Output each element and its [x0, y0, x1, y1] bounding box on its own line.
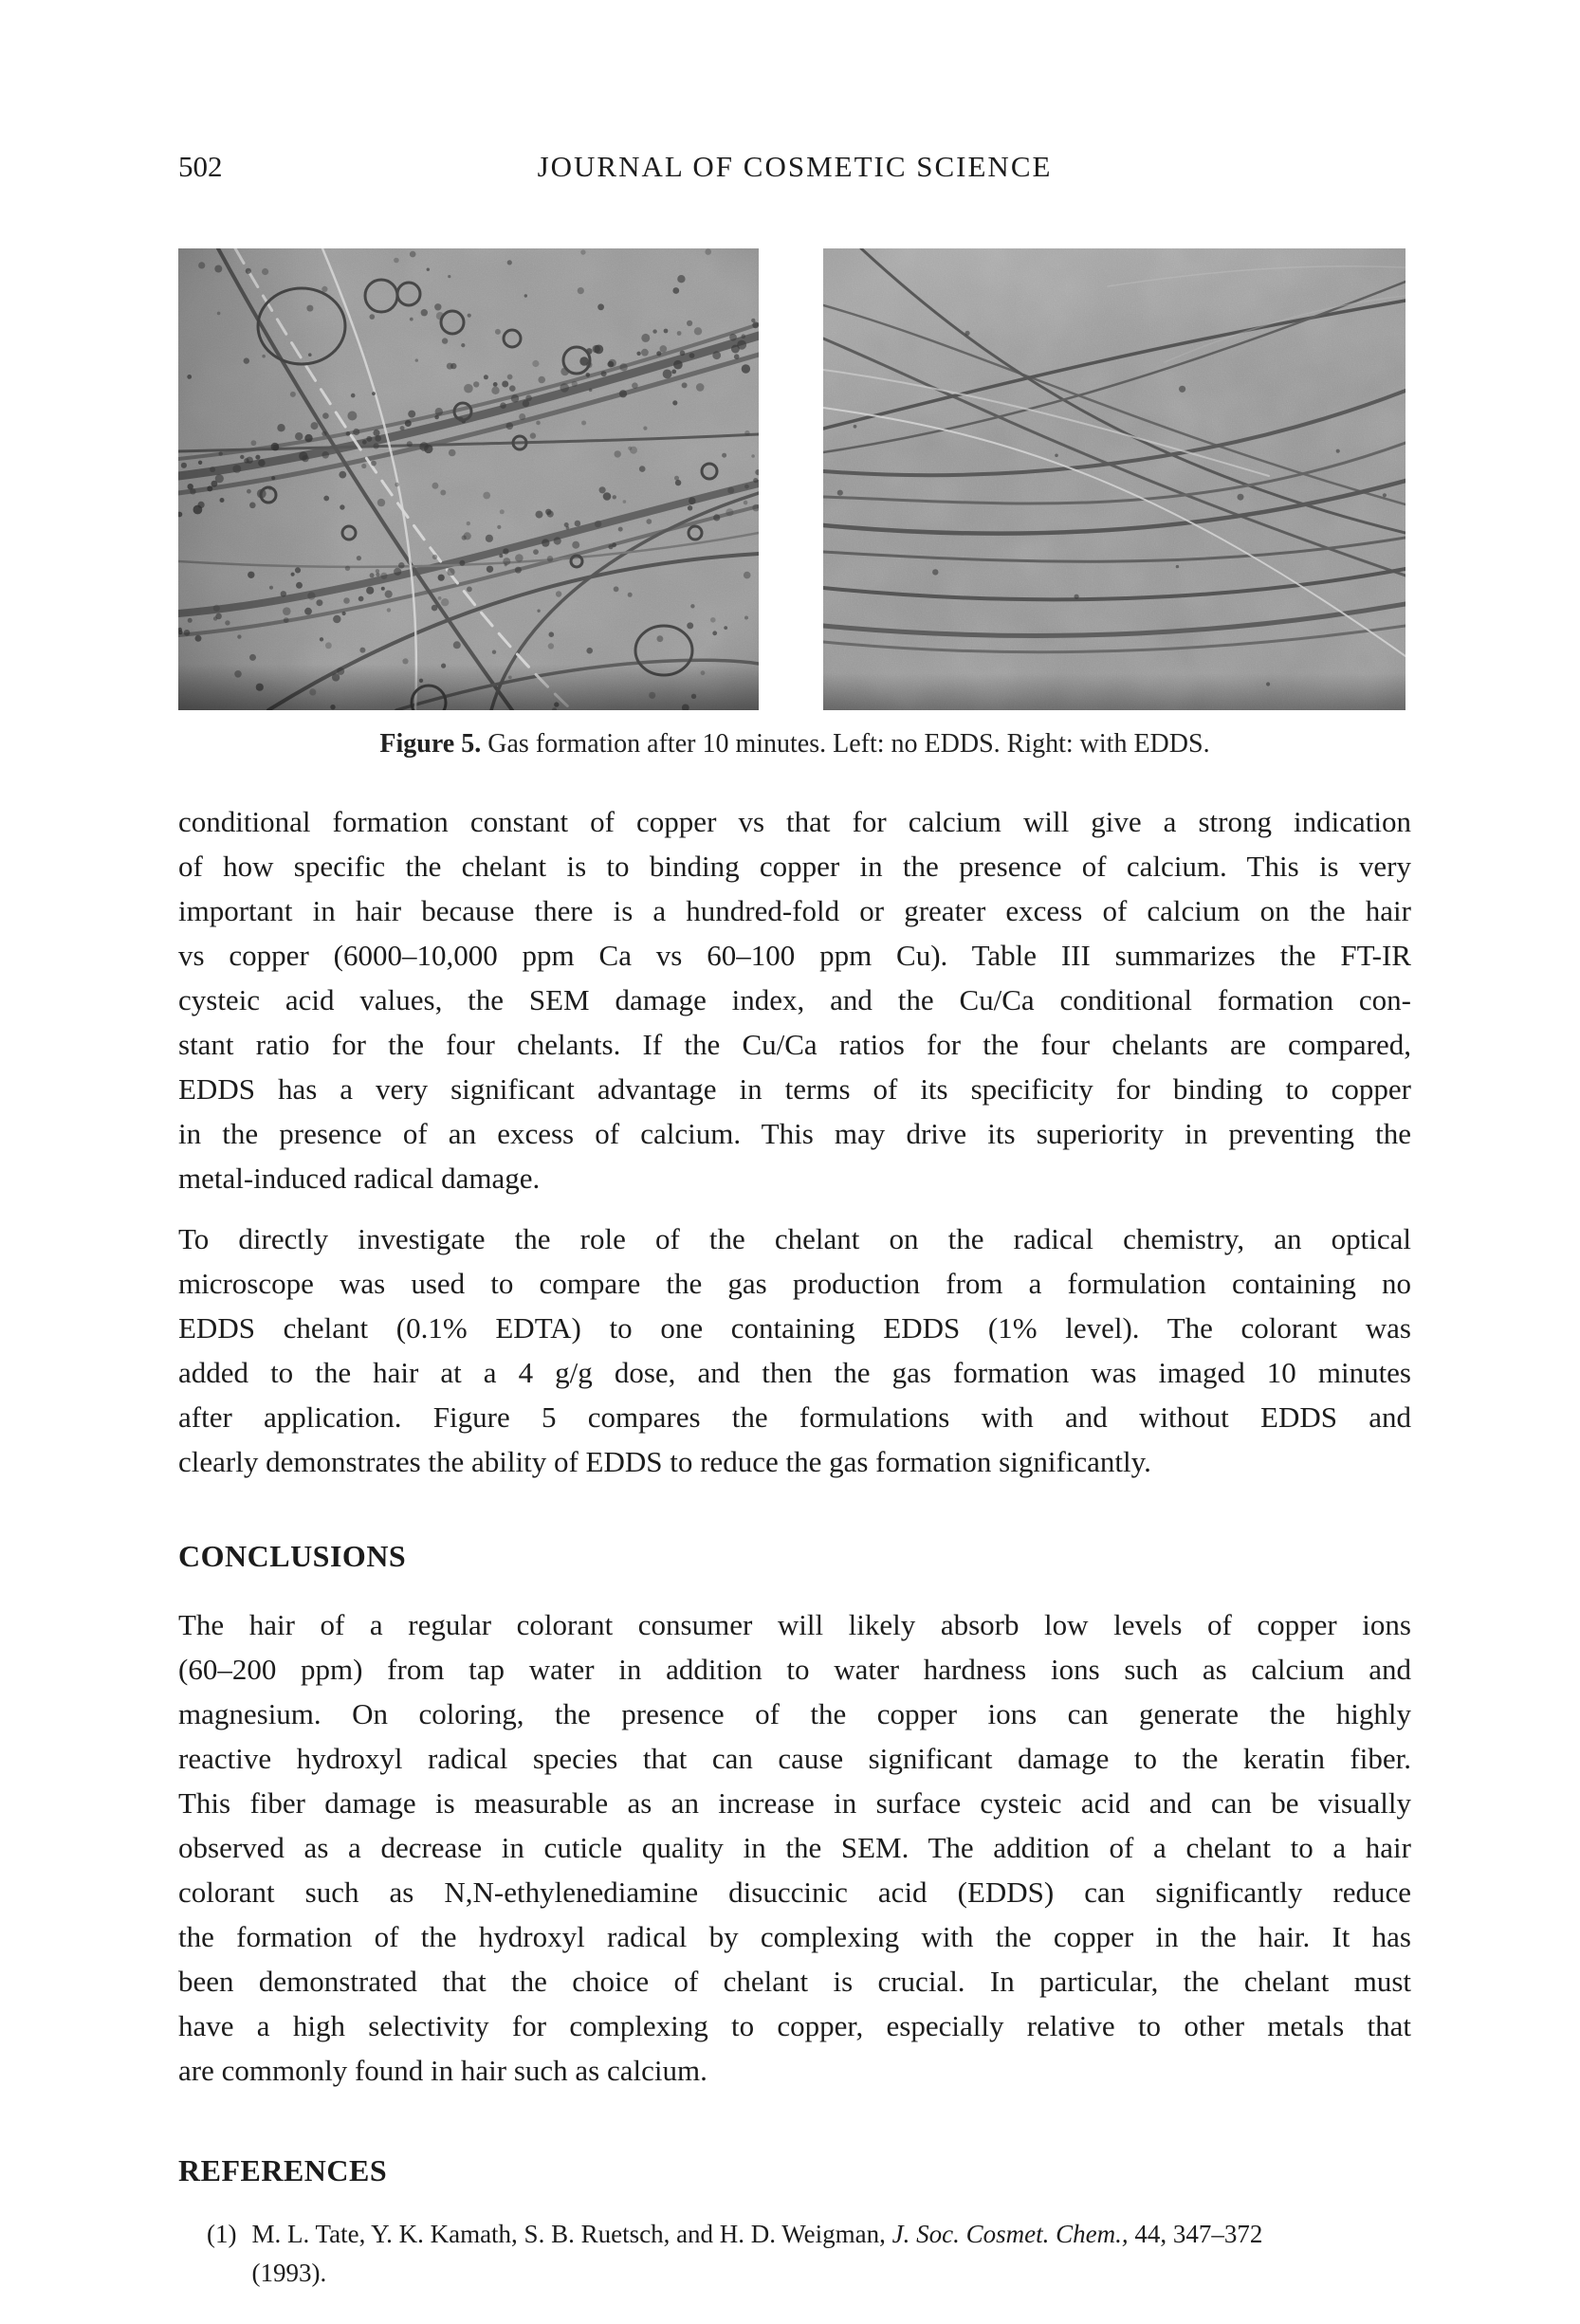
body-line: cysteic acid values, the SEM damage index, and the Cu/Ca conditional formation con-	[178, 983, 1411, 1016]
body-line: added to the hair at a 4 g/g dose, and then the gas formation was imaged 10 minutes	[178, 1356, 1411, 1389]
reference-journal: J. Soc. Cosmet. Chem.,	[891, 2220, 1135, 2248]
body-line: vs copper (6000–10,000 ppm Ca vs 60–100 ppm Cu). Table III summarizes the FT-IR	[178, 939, 1411, 972]
reference-authors: M. L. Tate, Y. K. Kamath, S. B. Ruetsch, and H. D. Weigman,	[251, 2220, 892, 2248]
body-line: EDDS has a very significant advantage in terms of its specificity for binding to copper	[178, 1072, 1411, 1106]
figure-caption	[178, 729, 1411, 759]
figure-caption-text: Gas formation after 10 minutes. Left: no EDDS. Right: with EDDS.	[481, 729, 1210, 759]
body-line: (60–200 ppm) from tap water in addition to water hardness ions such as calcium and	[178, 1653, 1411, 1686]
body-line: To directly investigate the role of the chelant on the radical chemistry, an optical	[178, 1222, 1411, 1255]
references-heading: REFERENCES	[178, 2153, 388, 2187]
body-line: in the presence of an excess of calcium. This may drive its superiority in preventing the	[178, 1117, 1411, 1150]
body-line: microscope was used to compare the gas production from a formulation containing no	[178, 1267, 1411, 1300]
page-content	[178, 150, 1411, 2293]
reference-year: (1993).	[251, 2259, 327, 2287]
body-line: observed as a decrease in cuticle quality in the SEM. The addition of a chelant to a hair	[178, 1831, 1411, 1864]
reference-pages: 347–372	[1172, 2220, 1263, 2248]
body-line: magnesium. On coloring, the presence of the copper ions can generate the highly	[178, 1697, 1411, 1730]
body-line: EDDS chelant (0.1% EDTA) to one containing EDDS (1% level). The colorant was	[178, 1311, 1411, 1345]
body-line: conditional formation constant of copper vs that for calcium will give a strong indication	[178, 805, 1411, 838]
body-line: important in hair because there is a hundred-fold or greater excess of calcium on the hair	[178, 894, 1411, 927]
page-number: 502	[178, 150, 223, 183]
body-line: been demonstrated that the choice of chelant is crucial. In particular, the chelant must	[178, 1965, 1411, 1998]
journal-running-title: JOURNAL OF COSMETIC SCIENCE	[537, 150, 1053, 183]
paragraph-2	[178, 1217, 1411, 1484]
figure-5	[178, 248, 1411, 710]
micrograph-with-edds	[823, 248, 1405, 710]
figure-caption-label: Figure 5.	[379, 729, 482, 759]
body-line: metal-induced radical damage.	[178, 1162, 541, 1195]
reference-citation	[251, 2220, 1262, 2248]
reference-body	[251, 2215, 1411, 2293]
body-line: colorant such as N,N-ethylenediamine disuccinic acid (EDDS) can significantly reduce	[178, 1876, 1411, 1909]
body-line: after application. Figure 5 compares the formulations with and without EDDS and	[178, 1400, 1411, 1434]
body-line: the formation of the hydroxyl radical by complexing with the copper in the hair. It has	[178, 1920, 1411, 1953]
paragraph-1	[178, 799, 1411, 1200]
conclusions-paragraph	[178, 1602, 1411, 2093]
micrograph-no-edds	[178, 248, 759, 710]
reference-volume: 44,	[1134, 2220, 1173, 2248]
body-line: The hair of a regular colorant consumer will likely absorb low levels of copper ions	[178, 1608, 1411, 1641]
body-line: clearly demonstrates the ability of EDDS to reduce the gas formation significantly.	[178, 1445, 1151, 1478]
running-head	[178, 150, 1411, 190]
reference-item	[207, 2215, 1411, 2293]
body-line: have a high selectivity for complexing to copper, especially relative to other metals that	[178, 2009, 1411, 2042]
body-line: stant ratio for the four chelants. If the Cu/Ca ratios for the four chelants are compared,	[178, 1028, 1411, 1061]
body-line: are commonly found in hair such as calcium.	[178, 2054, 707, 2087]
reference-number: (1)	[207, 2220, 237, 2248]
body-line: of how specific the chelant is to binding copper in the presence of calcium. This is very	[178, 850, 1411, 883]
conclusions-heading: CONCLUSIONS	[178, 1539, 407, 1573]
body-line: This fiber damage is measurable as an increase in surface cysteic acid and can be visually	[178, 1786, 1411, 1820]
body-line: reactive hydroxyl radical species that can cause significant damage to the keratin fiber.	[178, 1742, 1411, 1775]
